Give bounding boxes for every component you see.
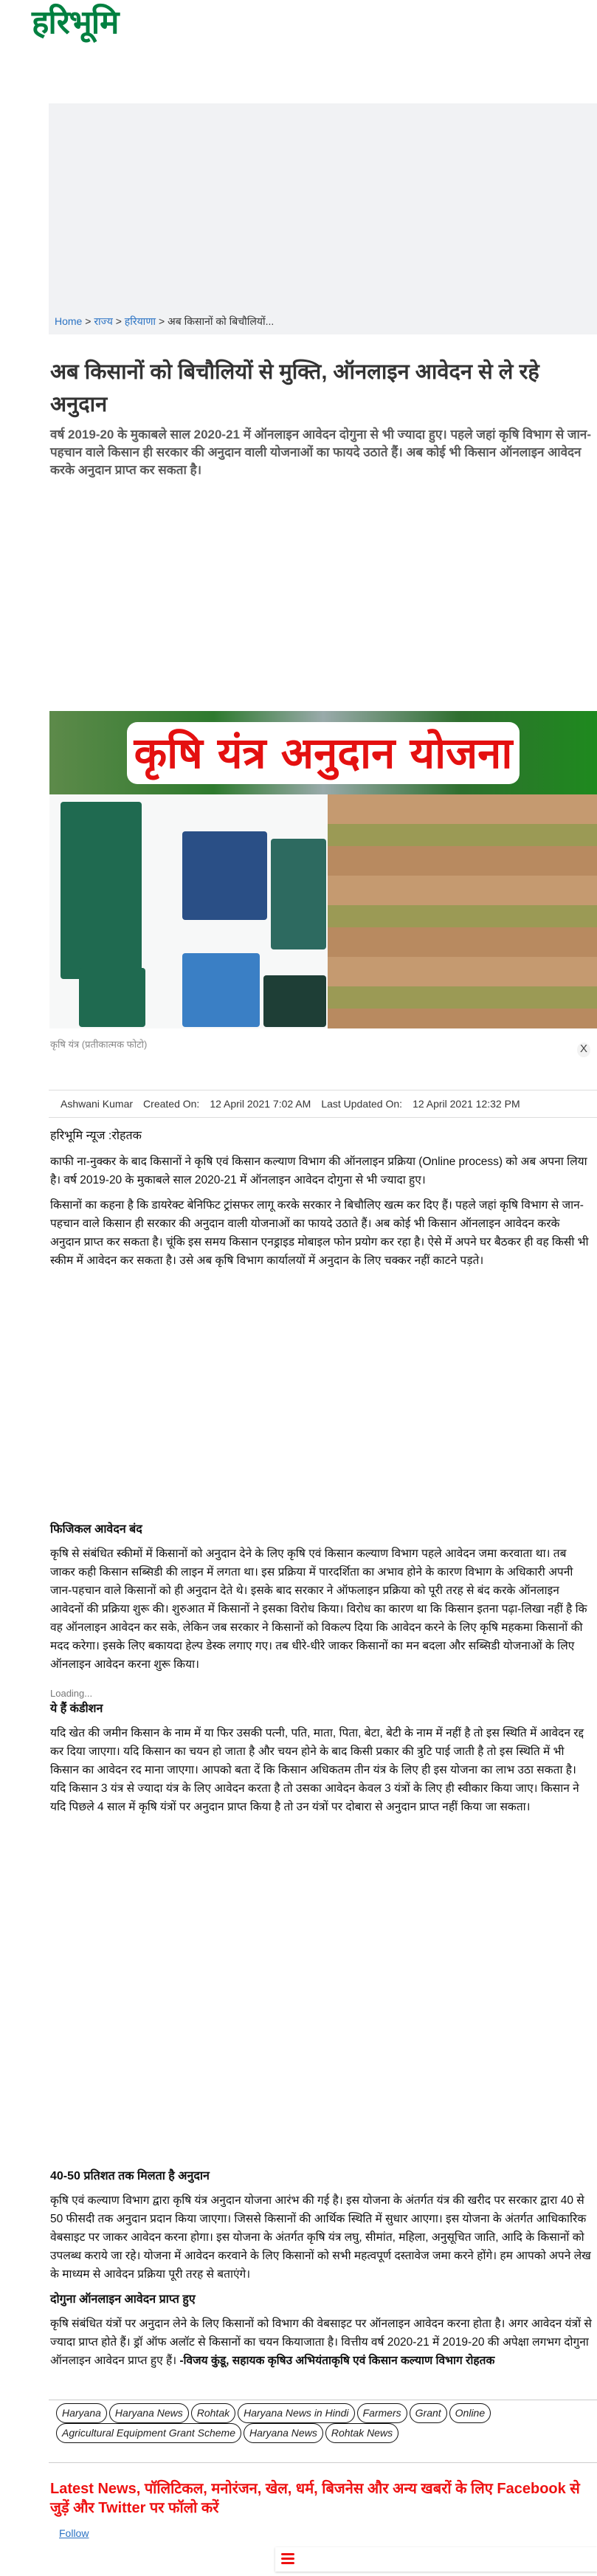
tag[interactable]: Grant <box>410 2403 447 2423</box>
section-heading: ये हैं कंडीशन <box>50 1703 103 1715</box>
author-name[interactable]: Ashwani Kumar <box>61 1098 134 1110</box>
follow-button[interactable]: Follow <box>59 2527 89 2539</box>
tag[interactable]: Farmers <box>357 2403 407 2423</box>
ad-area <box>49 103 597 334</box>
field-photo <box>328 794 597 1028</box>
hamburger-menu-icon[interactable] <box>281 2553 294 2566</box>
tag[interactable]: Rohtak News <box>325 2423 398 2443</box>
article-image <box>49 711 597 1028</box>
created-date: 12 April 2021 7:02 AM <box>210 1098 311 1110</box>
breadcrumb-region[interactable]: हरियाणा <box>124 315 156 327</box>
sticky-nav-bar <box>275 2547 597 2572</box>
breadcrumb-home[interactable]: Home <box>55 315 83 327</box>
paragraph-text: कृषि संबंधित यंत्रों पर अनुदान लेने के लिए किसानों को विभाग की वेबसाइट पर ऑनलाइन आवेदन करना होता है। अगर आवेदन यंत्रों से ज्यादा प्राप्त होते हैं। ड्रॉ ऑफ अलॉट से किसानों का चयन कियाजाता है। वित्तीय वर्ष 2020-21 में 2019-20 की अपेक्षा लगभग दोगुना ऑनलाइन आवेदन प्राप्त हुए हैं। <box>50 2318 592 2367</box>
breadcrumb-separator: > <box>85 315 92 327</box>
tag[interactable]: Haryana News <box>244 2423 323 2443</box>
tag[interactable]: Online <box>449 2403 491 2423</box>
image-caption: कृषि यंत्र (प्रतीकात्मक फोटो) <box>50 1039 148 1050</box>
image-banner-text: कृषि यंत्र अनुदान योजना <box>127 722 520 784</box>
tag[interactable]: Haryana <box>56 2403 107 2423</box>
paragraph: कृषि एवं कल्याण विभाग द्वारा कृषि यंत्र अनुदान योजना आरंभ की गई है। इस योजना के अंतर्गत यंत्र की खरीद पर सरकार द्वारा 40 से 50 फीसदी तक अनुदान प्रदान किया जाएगा। जिससे किसानों की आर्थिक स्थिति में सुधार आएगा। इस योजना के अंतर्गत आधिकारिक वेबसाइट पर जाकर आवेदन करना होगा। इस योजना के अंतर्गत कृषि यंत्र लघु, सीमांत, महिला, अनुसूचित जाति, आदि के किसानों को उपलब्ध कराये जा रहे। योजना में आवेदन करवाने के लिए किसानों को सभी महत्वपूर्ण दस्तावेज जमा करने होंगे। हम आपको अपने लेख के माध्यम से आवेदन प्रक्रिया पूरी तरह से बताएंगे। <box>50 2194 591 2281</box>
article-body-3 <box>50 2168 593 2370</box>
paragraph <box>50 2315 593 2370</box>
section-heading: दोगुना ऑनलाइन आवेदन प्राप्त हुए <box>50 2293 196 2306</box>
paragraph: काफी ना-नुक्कर के बाद किसानों ने कृषि एवं किसान कल्याण विभाग की ऑनलाइन प्रक्रिया (Online process) को अब अपना लिया है। वर्ष 2019-20 के मुकाबले साल 2020-21 में ऑनलाइन आवेदन दोगुना से भी ज्यादा हुए। <box>50 1155 587 1186</box>
breadcrumb-current: अब किसानों को बिचौलियों... <box>168 315 275 327</box>
paragraph: यदि खेत की जमीन किसान के नाम में या फिर उसकी पत्नी, पति, माता, पिता, बेटा, बेटी के नाम में नहीं है तो इस स्थिति में आवेदन रद्द कर दिया जाएगा। यदि किसान का चयन हो जाता है और चयन होने के बाद किसी प्रकार की त्रुटि पाई जाती है तो इस स्थिति में भी किसान का आवेदन रद माना जाएगा। आपको बता दें कि किसान अधिकतम तीन यंत्र के लिए ही इस योजना का लाभ उठा सकता है। यदि किसान 3 यंत्र से ज्यादा यंत्र के लिए आवेदन करता है तो उसका आवेदन केवल 3 यंत्रों के लिए ही स्वीकार किया जाए। किसान ने यदि पिछले 4 साल में कृषि यंत्रों पर अनुदान प्राप्त किया है तो उन यंत्रों पर दोबारा से अनुदान प्राप्त नहीं किया जा सकता। <box>50 1727 584 1813</box>
article-body-1 <box>50 1127 593 1270</box>
quote-attribution: -विजय कुंडू, सहायक कृषिउ अभियंताकृषि एवं किसान कल्याण विभाग रोहतक <box>176 2355 495 2367</box>
article-title: अब किसानों को बिचौलियों से मुक्ति, ऑनलाइन आवेदन से ले रहे अनुदान <box>50 360 539 416</box>
created-label: Created On: <box>143 1098 200 1110</box>
paragraph: किसानों का कहना है कि डायरेक्ट बेनिफिट ट्रांसफर लागू करके सरकार ने बिचौलिए खत्म कर दिए हैं। पहले जहां कृषि विभाग से जान-पहचान वाले किसान ही सरकार की अनुदान वाली योजनाओं का फायदे उठाते हैं। अब कोई भी किसान ऑनलाइन आवेदन करके अनुदान प्राप्त कर सकता है। चूंकि इस समय किसान एनड्राइड मोबाइल फोन प्रयोग कर रहा है। ऐसे में अपने घर बैठकर ही वह किसी भी स्कीम में आवेदन कर सकता है। उसे अब कृषि विभाग कार्यालयों में अनुदान के लिए चक्कर नहीं काटने पड़ते। <box>50 1199 589 1267</box>
tag[interactable]: Haryana News in Hindi <box>238 2403 354 2423</box>
breadcrumb <box>55 315 274 329</box>
article-body-2 <box>50 1521 593 1816</box>
breadcrumb-separator: > <box>158 315 165 327</box>
social-follow-text: Latest News, पॉलिटिकल, मनोरंजन, खेल, धर्म, बिजनेस और अन्य खबरों के लिए Facebook से जुड़ें और Twitter पर फॉलो करें <box>50 2481 580 2516</box>
tag[interactable]: Haryana News <box>109 2403 189 2423</box>
updated-date: 12 April 2021 12:32 PM <box>413 1098 520 1110</box>
tag[interactable]: Rohtak <box>191 2403 235 2423</box>
equipment-graphic <box>49 794 328 1028</box>
tag[interactable]: Agricultural Equipment Grant Scheme <box>56 2423 241 2443</box>
section-heading: 40-50 प्रतिशत तक मिलता है अनुदान <box>50 2170 210 2182</box>
close-ad-button[interactable]: X <box>577 1043 590 1057</box>
section-heading: फिजिकल आवेदन बंद <box>50 1523 142 1536</box>
tag-list <box>49 2400 597 2463</box>
paragraph: कृषि से संबंधित स्कीमों में किसानों को अनुदान देने के लिए कृषि एवं किसान कल्याण विभाग पहले आवेदन जमा करवाता था। तब जाकर कही किसान सब्सिडी की लाइन में लगता था। इस प्रक्रिया में पारदर्शिता का अभाव होने के कारण विभाग के अधिकारी अपनी जान-पहचान वाले किसानों को ही अनुदान देते थे। इसके बाद सरकार ने ऑफलाइन प्रक्रिया को पूरी तरह से बंद करके ऑनलाइन आवेदनों की प्रक्रिया शुरू की। शुरुआत में किसानों ने इसका विरोध किया। विरोध का कारण था कि किसान इतना पढ़ा-लिखा नहीं है कि वह ऑनलाइन आवेदन कर सके, लेकिन जब सरकार ने किसानों को विकल्प दिया कि आवेदन करने के लिए कृषि महकमा किसानों की मदद करेगा। इसके लिए बकायदा हेल्प डेस्क लगाए गए। तब धीरे-धीरे जाकर किसानों का मन बदला और सब्सिडी योजनाओं के लिए ऑनलाइन आवेदन करना शुरू किया। <box>50 1548 587 1671</box>
loading-text: Loading... <box>50 1688 93 1699</box>
updated-label: Last Updated On: <box>321 1098 403 1110</box>
article-meta <box>49 1090 597 1118</box>
dateline: हरिभूमि न्यूज :रोहतक <box>50 1130 142 1142</box>
breadcrumb-separator: > <box>115 315 122 327</box>
image-banner <box>49 711 597 794</box>
breadcrumb-state[interactable]: राज्य <box>94 315 113 327</box>
article-summary: वर्ष 2019-20 के मुकाबले साल 2020-21 में ऑनलाइन आवेदन दोगुना से भी ज्यादा हुए। पहले जहां कृषि विभाग से जान-पहचान वाले किसान ही सरकार की अनुदान वाली योजनाओं का फायदे उठाते हैं। अब कोई भी किसान ऑनलाइन आवेदन करके अनुदान प्राप्त कर सकता है। <box>50 427 592 477</box>
site-logo[interactable]: हरिभूमि <box>32 4 119 41</box>
